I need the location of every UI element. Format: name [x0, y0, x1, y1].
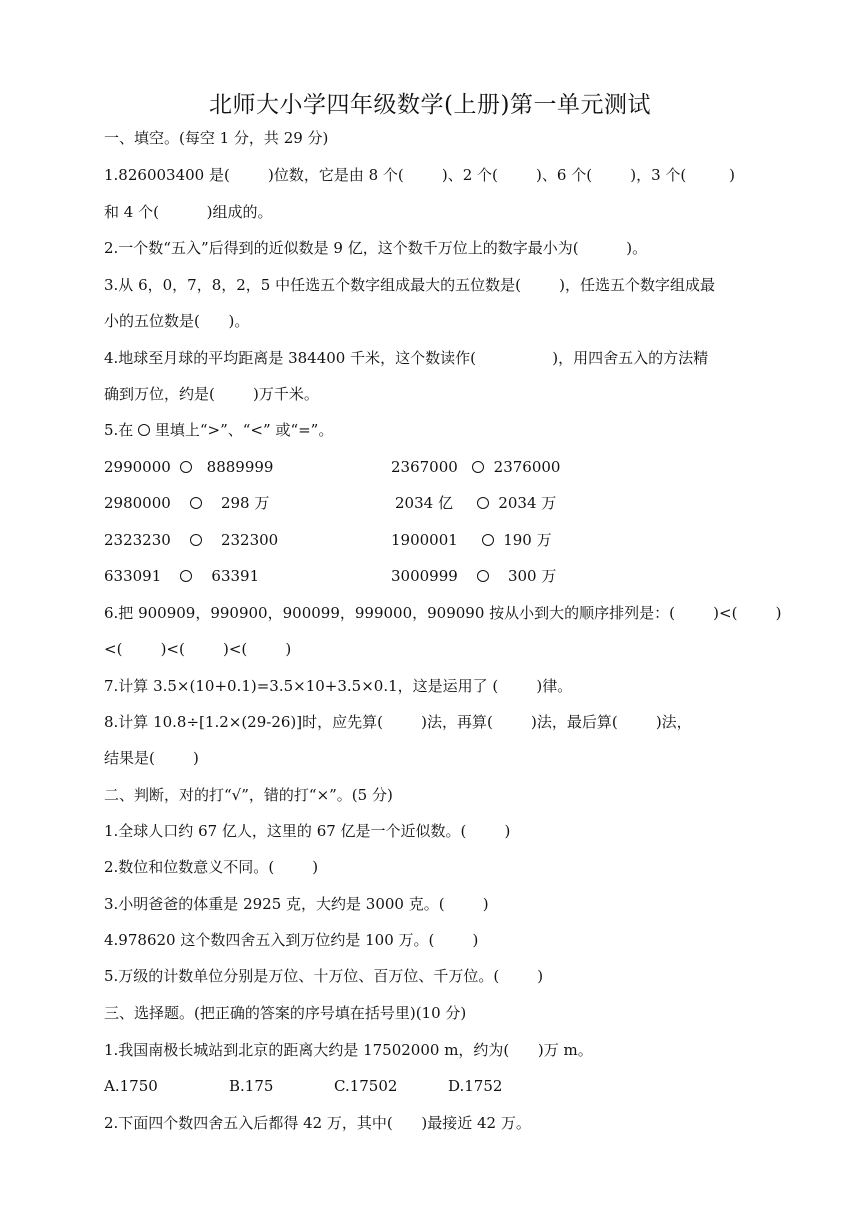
question-8-line-2: 结果是( ) [104, 749, 199, 767]
compare-item [391, 457, 560, 477]
compare-right: 63391 [211, 567, 260, 585]
circle-icon[interactable] [477, 570, 489, 582]
question-4-line-1: 4.地球至月球的平均距离是 384400 千米，这个数读作( )，用四舍五入的方法精 [104, 349, 709, 367]
question-3-line-1: 3.从 6，0，7，8，2，5 中任选五个数字组成最大的五位数是( )，任选五个数字组成最 [104, 276, 715, 294]
compare-item [104, 566, 259, 586]
compare-item [391, 566, 556, 586]
question-3-line-2: 小的五位数是( )。 [104, 312, 250, 330]
choice-option-a: A.1750 [104, 1077, 158, 1095]
circle-icon[interactable] [190, 497, 202, 509]
circle-icon[interactable] [472, 461, 484, 473]
compare-right: 232300 [220, 531, 279, 549]
compare-left: 2367000 [391, 458, 458, 476]
compare-left: 2323230 [104, 531, 171, 549]
choice-question-2: 2.下面四个数四舍五入后都得 42 万，其中( )最接近 42 万。 [104, 1114, 531, 1132]
compare-left: 3000999 [391, 567, 458, 585]
circle-icon[interactable] [190, 534, 202, 546]
compare-right: 2034 万 [498, 494, 557, 512]
choice-question-1: 1.我国南极长城站到北京的距离大约是 17502000 m，约为( )万 m。 [104, 1041, 593, 1059]
compare-right: 300 万 [507, 567, 557, 585]
compare-left: 633091 [104, 567, 162, 585]
compare-right: 190 万 [503, 531, 552, 549]
question-5-intro-end: 里填上“>”、“<” 或“=”。 [150, 421, 334, 439]
question-6-line-2: <( )<( )<( ) [104, 640, 292, 658]
judge-item-2: 2.数位和位数意义不同。( ) [104, 858, 319, 876]
question-5-intro [104, 420, 333, 440]
compare-left: 2034 亿 [395, 494, 453, 512]
section2-heading: 二、判断，对的打“√”，错的打“×”。(5 分) [104, 786, 393, 804]
compare-left: 2990000 [104, 458, 171, 476]
circle-icon[interactable] [482, 534, 494, 546]
compare-right: 8889999 [206, 458, 274, 476]
question-1-line-1: 1.826003400 是( )位数，它是由 8 个( )、2 个( )、6 个( )，3 个( ) [104, 166, 735, 184]
compare-item [104, 493, 269, 513]
compare-right: 2376000 [493, 458, 561, 476]
compare-left: 2980000 [104, 494, 171, 512]
circle-icon[interactable] [180, 570, 192, 582]
judge-item-5: 5.万级的计数单位分别是万位、十万位、百万位、千万位。( ) [104, 967, 544, 985]
judge-item-1: 1.全球人口约 67 亿人，这里的 67 亿是一个近似数。( ) [104, 822, 511, 840]
section1-heading: 一、填空。(每空 1 分，共 29 分) [104, 129, 329, 147]
question-1-line-2: 和 4 个( )组成的。 [104, 203, 273, 221]
choice-option-c: C.17502 [334, 1077, 398, 1095]
judge-item-3: 3.小明爸爸的体重是 2925 克，大约是 3000 克。( ) [104, 895, 489, 913]
question-4-line-2: 确到万位，约是( )万千米。 [104, 385, 319, 403]
section3-heading: 三、选择题。(把正确的答案的序号填在括号里)(10 分) [104, 1004, 467, 1022]
circle-icon [138, 424, 150, 436]
question-2: 2.一个数“五入”后得到的近似数是 9 亿，这个数千万位上的数字最小为( )。 [104, 239, 648, 257]
judge-item-4: 4.978620 这个数四舍五入到万位约是 100 万。( ) [104, 931, 479, 949]
page-title: 北师大小学四年级数学(上册)第一单元测试 [209, 92, 651, 118]
compare-left: 1900001 [391, 531, 458, 549]
question-7: 7.计算 3.5×(10+0.1)=3.5×10+3.5×0.1，这是运用了 ( )律。 [104, 677, 573, 695]
compare-item [104, 530, 278, 550]
choice-option-b: B.175 [229, 1077, 274, 1095]
compare-item [104, 457, 273, 477]
circle-icon[interactable] [477, 497, 489, 509]
question-8-line-1: 8.计算 10.8÷[1.2×(29-26)]时，应先算( )法，再算( )法，最后算( )法， [104, 713, 692, 731]
compare-item [395, 493, 556, 513]
choice-option-d: D.1752 [448, 1077, 503, 1095]
compare-right: 298 万 [220, 494, 270, 512]
compare-item [391, 530, 552, 550]
circle-icon[interactable] [180, 461, 192, 473]
question-5-intro-start: 5.在 [104, 421, 139, 439]
question-6-line-1: 6.把 900909，990900，900099，999000，909090 按从小到大的顺序排列是：( )<( ) [104, 604, 782, 622]
